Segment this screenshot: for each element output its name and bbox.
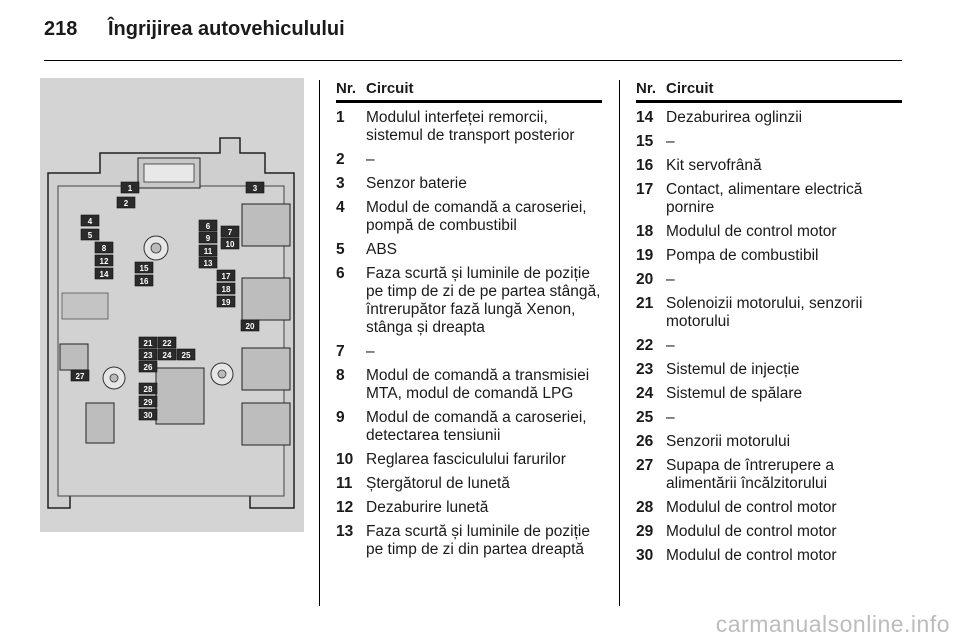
circuit-description: Kit servofrână xyxy=(666,157,762,174)
circuit-description: Dezaburire lunetă xyxy=(366,499,489,516)
column-divider-right xyxy=(619,80,620,606)
page-title: Îngrijirea autovehiculului xyxy=(108,18,345,40)
fuse-box-figure xyxy=(40,78,304,532)
circuit-description: Modulul interfeței remorcii, sistemul de transport posterior xyxy=(366,109,575,144)
circuit-description: Modulul de control motor xyxy=(666,523,837,540)
fuse-label: 27 xyxy=(75,372,85,381)
fuse-29 xyxy=(139,396,157,407)
header-circuit: Circuit xyxy=(366,80,414,97)
table-row xyxy=(336,151,602,169)
relay-block xyxy=(86,403,114,443)
fuse-label: 28 xyxy=(143,385,153,394)
fuse-number: 11 xyxy=(336,475,353,492)
fuse-1 xyxy=(121,182,139,193)
table-row xyxy=(336,199,602,235)
table-row xyxy=(336,265,602,337)
fuse-9 xyxy=(199,232,217,243)
fuse-3 xyxy=(246,182,264,193)
fuse-10 xyxy=(221,238,239,249)
fuse-number: 22 xyxy=(636,337,654,354)
fuse-number: 25 xyxy=(636,409,654,426)
table-row xyxy=(336,523,602,559)
fuse-number: 20 xyxy=(636,271,654,288)
table-row xyxy=(636,181,902,217)
table-row xyxy=(636,385,902,403)
table-row xyxy=(636,271,902,289)
fuse-number: 19 xyxy=(636,247,654,264)
page-header xyxy=(44,18,345,41)
fuse-number: 17 xyxy=(636,181,654,198)
fuse-label: 10 xyxy=(225,240,235,249)
fuse-23 xyxy=(139,349,157,360)
circuit-description: Faza scurtă și luminile de poziție pe timp de zi din partea dreaptă xyxy=(366,523,590,558)
fuse-label: 23 xyxy=(143,351,153,360)
fuse-number: 26 xyxy=(636,433,654,450)
circuit-description: Pompa de combustibil xyxy=(666,247,819,264)
fuse-2 xyxy=(117,197,135,208)
table-row xyxy=(636,457,902,493)
fuse-7 xyxy=(221,226,239,237)
fuse-label: 26 xyxy=(143,363,153,372)
fuse-number: 3 xyxy=(336,175,345,192)
table-row xyxy=(336,175,602,193)
table-row xyxy=(336,343,602,361)
relay-block xyxy=(242,278,290,320)
fuse-label: 3 xyxy=(252,184,258,193)
table-row xyxy=(336,451,602,469)
fuse-number: 13 xyxy=(336,523,354,540)
circuit-description: Senzorii motorului xyxy=(666,433,791,450)
circuit-description: – xyxy=(666,133,675,150)
fuse-label: 4 xyxy=(87,217,93,226)
relay-block xyxy=(156,368,204,424)
relay-block xyxy=(60,344,88,370)
table-row xyxy=(336,109,602,145)
fuse-label: 11 xyxy=(203,247,213,256)
table-row xyxy=(636,157,902,175)
fuse-number: 9 xyxy=(336,409,345,426)
fuse-number: 24 xyxy=(636,385,654,402)
fuse-label: 8 xyxy=(101,244,107,253)
watermark: carmanualsonline.info xyxy=(715,611,950,637)
header-rule xyxy=(44,60,902,61)
fuse-label: 13 xyxy=(203,259,213,268)
circuit-description: Sistemul de injecție xyxy=(666,361,800,378)
fuse-label: 17 xyxy=(221,272,231,281)
fuse-30 xyxy=(139,409,157,420)
table-row xyxy=(336,241,602,259)
header-nr: Nr. xyxy=(336,80,357,97)
fuse-number: 14 xyxy=(636,109,654,126)
circuit-description: Ștergătorul de lunetă xyxy=(366,475,510,492)
fuse-24 xyxy=(158,349,176,360)
fuse-label: 20 xyxy=(245,322,255,331)
fuse-number: 6 xyxy=(336,265,345,282)
fuse-label: 5 xyxy=(87,231,93,240)
fuse-5 xyxy=(81,229,99,240)
circuit-description: Faza scurtă și luminile de poziție pe timp de zi de pe partea stângă, întrerupător fază lungă Xenon, stânga și dreapta xyxy=(366,265,601,336)
fuse-number: 12 xyxy=(336,499,354,516)
fuse-6 xyxy=(199,220,217,231)
table-row xyxy=(636,109,902,127)
table-row xyxy=(336,475,602,493)
fuse-number: 23 xyxy=(636,361,654,378)
fuse-label: 2 xyxy=(123,199,129,208)
fuse-number: 4 xyxy=(336,199,345,216)
fuse-label: 22 xyxy=(162,339,172,348)
fuse-label: 9 xyxy=(205,234,211,243)
fuse-number: 29 xyxy=(636,523,654,540)
fuse-number: 30 xyxy=(636,547,654,564)
relay-block xyxy=(242,204,290,246)
header-nr: Nr. xyxy=(636,80,657,97)
fuse-number: 8 xyxy=(336,367,345,384)
fuse-label: 14 xyxy=(99,270,109,279)
circuit-description: Supapa de întrerupere a alimentării încălzitorului xyxy=(666,457,835,492)
fuse-18 xyxy=(217,283,235,294)
table-row xyxy=(636,247,902,265)
fuse-label: 29 xyxy=(143,398,153,407)
fuse-25 xyxy=(177,349,195,360)
fuse-27 xyxy=(71,370,89,381)
fuse-number: 21 xyxy=(636,295,654,312)
fuse-table-left xyxy=(336,80,602,559)
fuse-13 xyxy=(199,257,217,268)
table-row xyxy=(336,367,602,403)
table-row xyxy=(336,409,602,445)
table-row xyxy=(336,499,602,517)
fuse-label: 15 xyxy=(139,264,149,273)
fuse-box-diagram xyxy=(40,78,304,532)
table-row xyxy=(636,133,902,151)
fuse-number: 2 xyxy=(336,151,345,168)
page-number: 218 xyxy=(44,18,78,40)
column-divider-left xyxy=(319,80,320,606)
fuse-number: 1 xyxy=(336,109,345,126)
fuse-label: 12 xyxy=(99,257,109,266)
table-row xyxy=(636,337,902,355)
table-header xyxy=(636,80,902,103)
circuit-description: Dezaburirea oglinzii xyxy=(666,109,803,126)
circuit-description: – xyxy=(666,271,675,288)
relay-block xyxy=(62,293,108,319)
circuit-description: Reglarea fasciculului farurilor xyxy=(366,451,566,468)
table-row xyxy=(636,499,902,517)
table-row xyxy=(636,409,902,427)
fuse-number: 27 xyxy=(636,457,654,474)
fuse-label: 21 xyxy=(143,339,153,348)
fuse-14 xyxy=(95,268,113,279)
circuit-description: Sistemul de spălare xyxy=(666,385,803,402)
circuit-description: Modulul de control motor xyxy=(666,223,837,240)
circuit-description: – xyxy=(666,337,675,354)
fuse-16 xyxy=(135,275,153,286)
fuse-26 xyxy=(139,361,157,372)
relay-block xyxy=(242,403,290,445)
fuse-number: 7 xyxy=(336,343,345,360)
circuit-description: Senzor baterie xyxy=(366,175,467,192)
table-row xyxy=(636,547,902,565)
fuse-20 xyxy=(241,320,259,331)
circuit-description: – xyxy=(366,151,375,168)
fuse-8 xyxy=(95,242,113,253)
fuse-label: 16 xyxy=(139,277,149,286)
table-header xyxy=(336,80,602,103)
fuse-label: 1 xyxy=(127,184,133,193)
circuit-description: Modul de comandă a transmisiei MTA, modul de comandă LPG xyxy=(366,367,590,402)
fuse-number: 15 xyxy=(636,133,654,150)
table-row xyxy=(636,223,902,241)
relay-block xyxy=(242,348,290,390)
circuit-description: – xyxy=(366,343,375,360)
table-row xyxy=(636,361,902,379)
fuse-17 xyxy=(217,270,235,281)
fuse-28 xyxy=(139,383,157,394)
table-row xyxy=(636,295,902,331)
table-row xyxy=(636,433,902,451)
fuse-label: 30 xyxy=(143,411,153,420)
circuit-description: Solenoizii motorului, senzorii motorului xyxy=(666,295,863,330)
circuit-description: Modul de comandă a caroseriei, detectarea tensiunii xyxy=(366,409,587,444)
circuit-description: – xyxy=(666,409,675,426)
table-row xyxy=(636,523,902,541)
fuse-number: 10 xyxy=(336,451,354,468)
fuse-label: 25 xyxy=(181,351,191,360)
circuit-description: Contact, alimentare electrică pornire xyxy=(666,181,863,216)
circuit-description: Modul de comandă a caroseriei, pompă de combustibil xyxy=(366,199,587,234)
fuse-number: 5 xyxy=(336,241,345,258)
circuit-description: Modulul de control motor xyxy=(666,499,837,516)
fuse-19 xyxy=(217,296,235,307)
fuse-number: 28 xyxy=(636,499,654,516)
fuse-label: 19 xyxy=(221,298,231,307)
fuse-11 xyxy=(199,245,217,256)
header-circuit: Circuit xyxy=(666,80,714,97)
fuse-table-right xyxy=(636,80,902,565)
fuse-label: 6 xyxy=(205,222,211,231)
circuit-description: ABS xyxy=(366,241,398,258)
circuit-description: Modulul de control motor xyxy=(666,547,837,564)
fuse-number: 18 xyxy=(636,223,654,240)
fuse-label: 18 xyxy=(221,285,231,294)
fuse-number: 16 xyxy=(636,157,654,174)
fuse-12 xyxy=(95,255,113,266)
fuse-21 xyxy=(139,337,157,348)
fuse-4 xyxy=(81,215,99,226)
fuse-label: 7 xyxy=(227,228,233,237)
fuse-22 xyxy=(158,337,176,348)
fuse-15 xyxy=(135,262,153,273)
fuse-label: 24 xyxy=(162,351,172,360)
